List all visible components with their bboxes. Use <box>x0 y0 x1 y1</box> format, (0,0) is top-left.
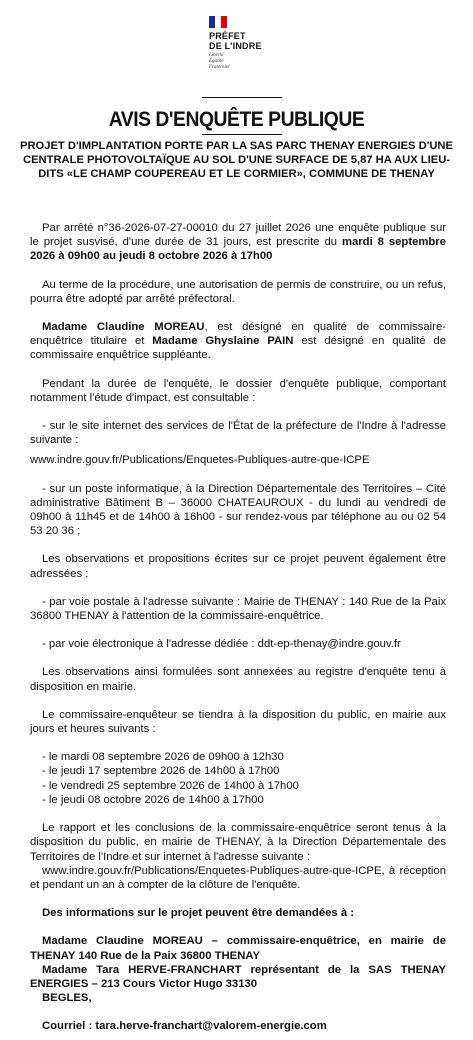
marianne-flag-icon <box>209 16 227 28</box>
paragraph-decree: Par arrêté n°36-2026-07-27-00010 du 27 juillet 2026 une enquête publique sur le projet susvisé, d'une durée de 31 jours, est prescrite du mardi 8 septembre 2026 à 09h00 au jeudi 8 octobre 2026 à 17h00 <box>30 222 446 263</box>
paragraph-computer-access: - sur un poste informatique, à la Direction Départementale des Territoires – Cité administrative Bâtiment B – 36000 CHATEAUROUX - du lundi au vendredi de 09h00 à 11h45 et de 14h00 à 16h00 - sur rendez-vous par téléphone au ou 02 54 53 20 36 ; <box>30 482 446 538</box>
motto-fraternite: Fraternité <box>209 65 230 70</box>
paragraph-postal: - par voie postale à l'adresse suivante : Mairie de THENAY : 140 Rue de la Paix 36800 THENAY à l'attention de la commissaire-enquêtrice. <box>30 595 446 623</box>
paragraph-permanences: Le commissaire-enquêteur se tiendra à la disposition du public, en mairie aux jours et heures suivants : <box>30 708 446 736</box>
paragraph-website: - sur le site internet des services de l'État de la préfecture de l'Indre à l'adresse suivante : <box>30 420 446 447</box>
prefet-line2: DE L'INDRE <box>209 41 262 51</box>
contact-developer-city: BEGLES, <box>42 992 92 1005</box>
paragraph-register: Les observations ainsi formulées sont annexées au registre d'enquête tenu à disposition en mairie. <box>30 666 446 693</box>
contact-email: Courriel : tara.herve-franchart@valorem-energie.com <box>42 1020 327 1033</box>
paragraph-info-heading: Des informations sur le projet peuvent être demandées à : <box>42 907 355 920</box>
title-rule <box>202 134 282 135</box>
paragraph-procedure: Au terme de la procédure, une autorisation de permis de construire, ou un refus, pourra être adopté par arrêté préfectoral. <box>30 278 446 305</box>
website-url[interactable]: www.indre.gouv.fr/Publications/Enquetes-Publiques-autre-que-ICPE <box>30 454 370 467</box>
paragraph-commissioners: Madame Claudine MOREAU, est désigné en qualité de commissaire-enquêtrice titulaire et Madame Ghyslaine PAIN est désigné en qualité de commissaire enquêtrice suppléante. <box>30 321 446 362</box>
project-subtitle: PROJET D'IMPLANTATION PORTE PAR LA SAS PARC THENAY ENERGIES D'UNE CENTRALE PHOTOVOLTAÏQUE AU SOL D'UNE SURFACE DE 5,87 HA AUX LIEU-DITS «LE CHAMP COUPEREAU ET LE CORMIER», COMMUNE DE THENAY <box>20 140 453 180</box>
paragraph-consultation: Pendant la durée de l'enquête, le dossier d'enquête publique, comportant notamment l'étude d'impact, est consultable : <box>30 377 446 404</box>
contact-developer: Madame Tara HERVE-FRANCHART représentant de la SAS THENAY ENERGIES – 213 Cours Victor Hugo 33130 <box>30 963 446 990</box>
motto-liberte: Liberté <box>209 53 224 58</box>
schedule-item: - le mardi 08 septembre 2026 de 09h00 à 12h30 <box>42 751 284 764</box>
schedule-item: - le jeudi 17 septembre 2026 de 14h00 à 17h00 <box>42 765 280 778</box>
paragraph-observations: Les observations et propositions écrites sur ce projet peuvent également être adressées : <box>30 553 446 580</box>
paragraph-report: Le rapport et les conclusions de la commissaire-enquêtrice seront tenus à la disposition du public, en mairie de THENAY, à la Direction Départementale des Territoires de l'Indre et sur internet à l'adresse suivante : <box>30 822 446 863</box>
page-title: AVIS D'ENQUÊTE PUBLIQUE <box>108 108 365 131</box>
motto-egalite: Égalité <box>209 59 224 64</box>
contact-commissioner: Madame Claudine MOREAU – commissaire-enquêtrice, en mairie de THENAY 140 Rue de la Paix 36800 THENAY <box>30 935 446 962</box>
paragraph-email: - par voie électronique à l'adresse dédiée : ddt-ep-thenay@indre.gouv.fr <box>42 638 401 651</box>
top-rule <box>202 97 282 98</box>
schedule-item: - le jeudi 08 octobre 2026 de 14h00 à 17h00 <box>42 793 264 806</box>
schedule-item: - le vendredi 25 septembre 2026 de 14h00 à 17h00 <box>42 779 299 792</box>
notice-body <box>30 221 446 1034</box>
prefecture-logo <box>209 16 269 71</box>
paragraph-report-url: www.indre.gouv.fr/Publications/Enquetes-Publiques-autre-que-ICPE, à réception et pendant un an à compter de la clôture de l'enquête. <box>30 864 446 891</box>
prefet-line1: PRÉFET <box>209 31 246 41</box>
